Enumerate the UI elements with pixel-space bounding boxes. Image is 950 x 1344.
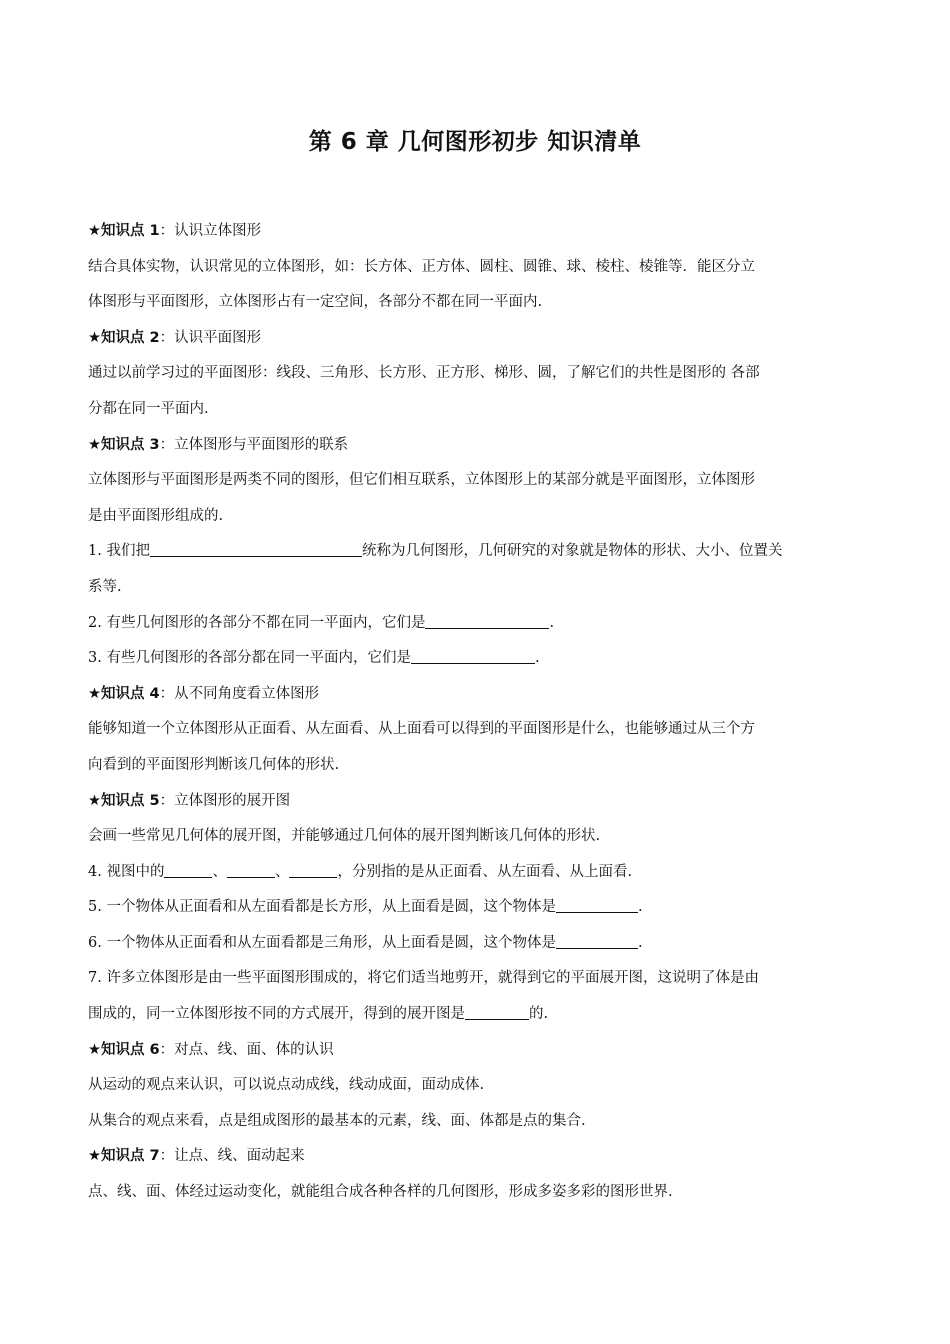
q6-blank[interactable] (556, 932, 638, 949)
q3-blank[interactable] (411, 647, 535, 664)
q1-blank[interactable] (150, 540, 362, 557)
question-5 (88, 890, 868, 926)
q7-text-b: 围成的，同一立体图形按不同的方式展开，得到的展开图是 (88, 1006, 465, 1023)
kp7-text-line1: 点、线、面、体经过运动变化，就能组合成各种各样的几何图形，形成多姿多彩的图形世界. (88, 1184, 673, 1201)
kp1-text-line1: 结合具体实物，认识常见的立体图形，如：长方体、正方体、圆柱、圆锥、球、棱柱、棱锥等．能区分立 (88, 258, 755, 275)
kp2-sep: ： (159, 329, 175, 346)
kp4-label: ★知识点 4 (88, 685, 160, 702)
q4-sep-2: 、 (274, 863, 290, 880)
kp6-sep: ： (159, 1041, 175, 1058)
kp5-sep: ： (159, 792, 175, 809)
q4-blank-2[interactable] (227, 861, 275, 878)
kp2-label: ★知识点 2 (88, 329, 160, 346)
q1-text-a: 1. 我们把 (88, 543, 150, 560)
kp3-heading (88, 428, 868, 464)
kp5-heading (88, 784, 868, 820)
q5-text-b: . (637, 899, 643, 916)
kp1-topic: 认识立体图形 (174, 223, 262, 239)
q4-sep-1: 、 (212, 863, 227, 880)
q4-text-b: ，分别指的是从正面看、从左面看、从上面看. (337, 863, 633, 880)
kp5-label: ★知识点 5 (88, 792, 160, 809)
q5-blank[interactable] (556, 896, 638, 913)
kp2-text-line2: 分都在同一平面内. (88, 400, 209, 417)
question-2 (88, 606, 868, 642)
question-1 (88, 534, 868, 570)
q6-text-b: . (637, 934, 643, 951)
kp7-topic: 让点、线、面动起来 (174, 1148, 305, 1165)
kp7-label: ★知识点 7 (88, 1148, 160, 1165)
kp6-label: ★知识点 6 (88, 1041, 160, 1058)
question-4 (88, 855, 868, 891)
kp5-text-line1: 会画一些常见几何体的展开图，并能够通过几何体的展开图判断该几何体的形状. (88, 828, 601, 845)
q2-text-a: 2. 有些几何图形的各部分不都在同一平面内，它们是 (88, 614, 426, 631)
kp4-heading (88, 677, 868, 713)
q7-text-c: 的. (529, 1006, 549, 1023)
kp7-sep: ： (159, 1148, 175, 1165)
q3-text-a: 3. 有些几何图形的各部分都在同一平面内，它们是 (88, 650, 411, 667)
q6-text-a: 6. 一个物体从正面看和从左面看都是三角形，从上面看是圆，这个物体是 (88, 934, 556, 951)
q2-text-b: . (549, 614, 555, 631)
kp2-topic: 认识平面图形 (174, 329, 262, 346)
kp5-topic: 立体图形的展开图 (174, 792, 291, 809)
kp4-topic: 从不同角度看立体图形 (174, 685, 320, 702)
kp4-sep: ： (159, 685, 175, 702)
kp6-heading (88, 1033, 868, 1069)
kp2-text-line1: 通过以前学习过的平面图形：线段、三角形、长方形、正方形、梯形、圆，了解它们的共性是图形的 各部 (88, 365, 760, 382)
kp3-label: ★知识点 3 (88, 436, 160, 453)
kp4-text-line2: 向看到的平面图形判断该几何体的形状. (88, 756, 340, 773)
kp3-topic: 立体图形与平面图形的联系 (174, 436, 349, 453)
q2-blank[interactable] (425, 612, 549, 629)
question-3 (88, 641, 868, 677)
kp6-text-line1: 从运动的观点来认识，可以说点动成线，线动成面，面动成体. (88, 1077, 485, 1094)
q3-text-b: . (534, 650, 540, 667)
question-7: 7. 许多立体图形是由一些平面图形围成的，将它们适当地剪开，就得到它的平面展开图，这说明了体是由 (88, 970, 759, 987)
kp2-heading (88, 321, 868, 357)
kp6-topic: 对点、线、面、体的认识 (174, 1041, 334, 1058)
kp3-sep: ： (159, 436, 175, 453)
kp4-text-line1: 能够知道一个立体图形从正面看、从左面看、从上面看可以得到的平面图形是什么，也能够通过从三个方 (88, 721, 755, 738)
question-6 (88, 926, 868, 962)
q5-text-a: 5. 一个物体从正面看和从左面看都是长方形，从上面看是圆，这个物体是 (88, 899, 556, 916)
q4-blank-3[interactable] (289, 861, 337, 878)
document-body (88, 214, 868, 1211)
kp1-text-line2: 体图形与平面图形，立体图形占有一定空间，各部分不都在同一平面内. (88, 294, 543, 311)
question-1-cont: 系等. (88, 578, 122, 595)
q4-text-a: 4. 视图中的 (88, 863, 165, 880)
kp6-text-line2: 从集合的观点来看，点是组成图形的最基本的元素，线、面、体都是点的集合. (88, 1112, 586, 1129)
kp7-heading (88, 1139, 868, 1175)
q1-text-b: 统称为几何图形，几何研究的对象就是物体的形状、大小、位置关 (361, 543, 783, 560)
kp1-sep: ： (159, 223, 175, 239)
question-7-cont (88, 997, 868, 1033)
q4-blank-1[interactable] (164, 861, 212, 878)
q7-blank[interactable] (465, 1003, 529, 1020)
kp1-heading (88, 214, 868, 250)
page-title: 第 6 章 几何图形初步 知识清单 (308, 129, 642, 155)
kp1-label: ★知识点 1 (88, 223, 160, 239)
kp3-text-line2: 是由平面图形组成的. (88, 507, 224, 524)
kp3-text-line1: 立体图形与平面图形是两类不同的图形，但它们相互联系，立体图形上的某部分就是平面图形，立体图形 (88, 472, 755, 489)
